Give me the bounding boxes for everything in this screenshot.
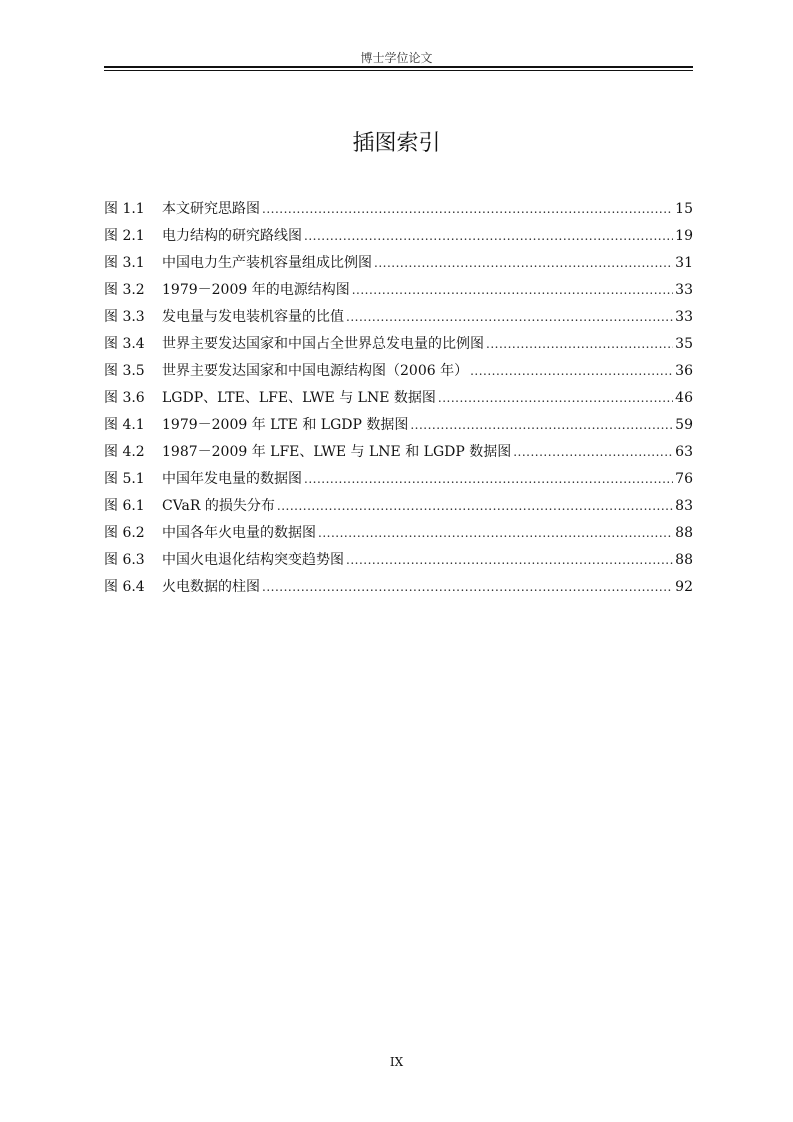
- toc-entry[interactable]: [104, 334, 693, 361]
- figure-title: 发电量与发电装机容量的比值: [162, 309, 344, 325]
- dot-leader: [304, 469, 673, 489]
- dot-leader: [318, 523, 673, 543]
- figure-title: 中国电力生产装机容量组成比例图: [162, 255, 372, 271]
- toc-entry[interactable]: [104, 280, 693, 307]
- dot-leader: [470, 361, 673, 381]
- figure-label: 图 3.2: [104, 282, 145, 298]
- figure-title: 1987－2009 年 LFE、LWE 与 LNE 和 LGDP 数据图: [162, 444, 512, 460]
- figure-title: 电力结构的研究路线图: [162, 228, 302, 244]
- figure-title: 中国年发电量的数据图: [162, 471, 302, 487]
- toc-entry[interactable]: [104, 523, 693, 550]
- toc-entry[interactable]: [104, 469, 693, 496]
- toc-entry[interactable]: [104, 388, 693, 415]
- figure-title: LGDP、LTE、LFE、LWE 与 LNE 数据图: [162, 390, 436, 406]
- toc-entry[interactable]: [104, 253, 693, 280]
- figure-label: 图 3.3: [104, 309, 145, 325]
- dot-leader: [410, 415, 673, 435]
- figure-label: 图 3.6: [104, 390, 145, 406]
- figure-title: 1979－2009 年的电源结构图: [162, 282, 350, 298]
- toc-entry[interactable]: [104, 199, 693, 226]
- figure-title: 世界主要发达国家和中国电源结构图（2006 年）: [162, 363, 469, 379]
- running-header: 博士学位论文: [360, 51, 433, 65]
- figure-page-number: 92: [675, 579, 693, 595]
- figure-index-list: [104, 199, 693, 604]
- toc-entry[interactable]: [104, 496, 693, 523]
- figure-label: 图 3.1: [104, 255, 145, 271]
- figure-label: 图 6.3: [104, 552, 145, 568]
- figure-page-number: 33: [675, 309, 693, 325]
- dot-leader: [513, 442, 673, 462]
- figure-title: 中国各年火电量的数据图: [162, 525, 316, 541]
- toc-entry[interactable]: [104, 361, 693, 388]
- dot-leader: [346, 307, 673, 327]
- figure-label: 图 6.2: [104, 525, 145, 541]
- figure-page-number: 46: [675, 390, 693, 406]
- dot-leader: [352, 280, 673, 300]
- figure-label: 图 3.5: [104, 363, 145, 379]
- figure-title: 火电数据的柱图: [162, 579, 260, 595]
- figure-label: 图 2.1: [104, 228, 145, 244]
- figure-page-number: 88: [675, 552, 693, 568]
- figure-page-number: 88: [675, 525, 693, 541]
- page-title: 插图索引: [352, 131, 441, 156]
- figure-page-number: 63: [675, 444, 693, 460]
- dot-leader: [304, 226, 673, 246]
- figure-title: 本文研究思路图: [162, 201, 260, 217]
- figure-title: 世界主要发达国家和中国占全世界总发电量的比例图: [162, 336, 484, 352]
- figure-label: 图 4.1: [104, 417, 145, 433]
- toc-entry[interactable]: [104, 550, 693, 577]
- figure-page-number: 59: [675, 417, 693, 433]
- figure-title: 中国火电退化结构突变趋势图: [162, 552, 344, 568]
- dot-leader: [277, 496, 673, 516]
- figure-page-number: 19: [675, 228, 693, 244]
- figure-title: CVaR 的损失分布: [162, 498, 275, 514]
- figure-title: 1979－2009 年 LTE 和 LGDP 数据图: [162, 417, 409, 433]
- toc-entry[interactable]: [104, 226, 693, 253]
- dot-leader: [346, 550, 673, 570]
- header-rule-thin: [104, 70, 693, 71]
- figure-page-number: 31: [675, 255, 693, 271]
- dot-leader: [262, 199, 673, 219]
- toc-entry[interactable]: [104, 307, 693, 334]
- figure-page-number: 76: [675, 471, 693, 487]
- dot-leader: [374, 253, 673, 273]
- toc-entry[interactable]: [104, 415, 693, 442]
- dot-leader: [486, 334, 673, 354]
- figure-page-number: 35: [675, 336, 693, 352]
- page-number: IX: [389, 1055, 404, 1069]
- figure-page-number: 36: [675, 363, 693, 379]
- dot-leader: [438, 388, 673, 408]
- toc-entry[interactable]: [104, 442, 693, 469]
- figure-page-number: 33: [675, 282, 693, 298]
- figure-label: 图 6.4: [104, 579, 145, 595]
- figure-page-number: 83: [675, 498, 693, 514]
- figure-label: 图 4.2: [104, 444, 145, 460]
- figure-label: 图 5.1: [104, 471, 145, 487]
- toc-entry[interactable]: [104, 577, 693, 604]
- header-rule-thick: [104, 66, 693, 68]
- figure-label: 图 3.4: [104, 336, 145, 352]
- figure-label: 图 1.1: [104, 201, 145, 217]
- figure-label: 图 6.1: [104, 498, 145, 514]
- figure-page-number: 15: [675, 201, 693, 217]
- dot-leader: [262, 577, 673, 597]
